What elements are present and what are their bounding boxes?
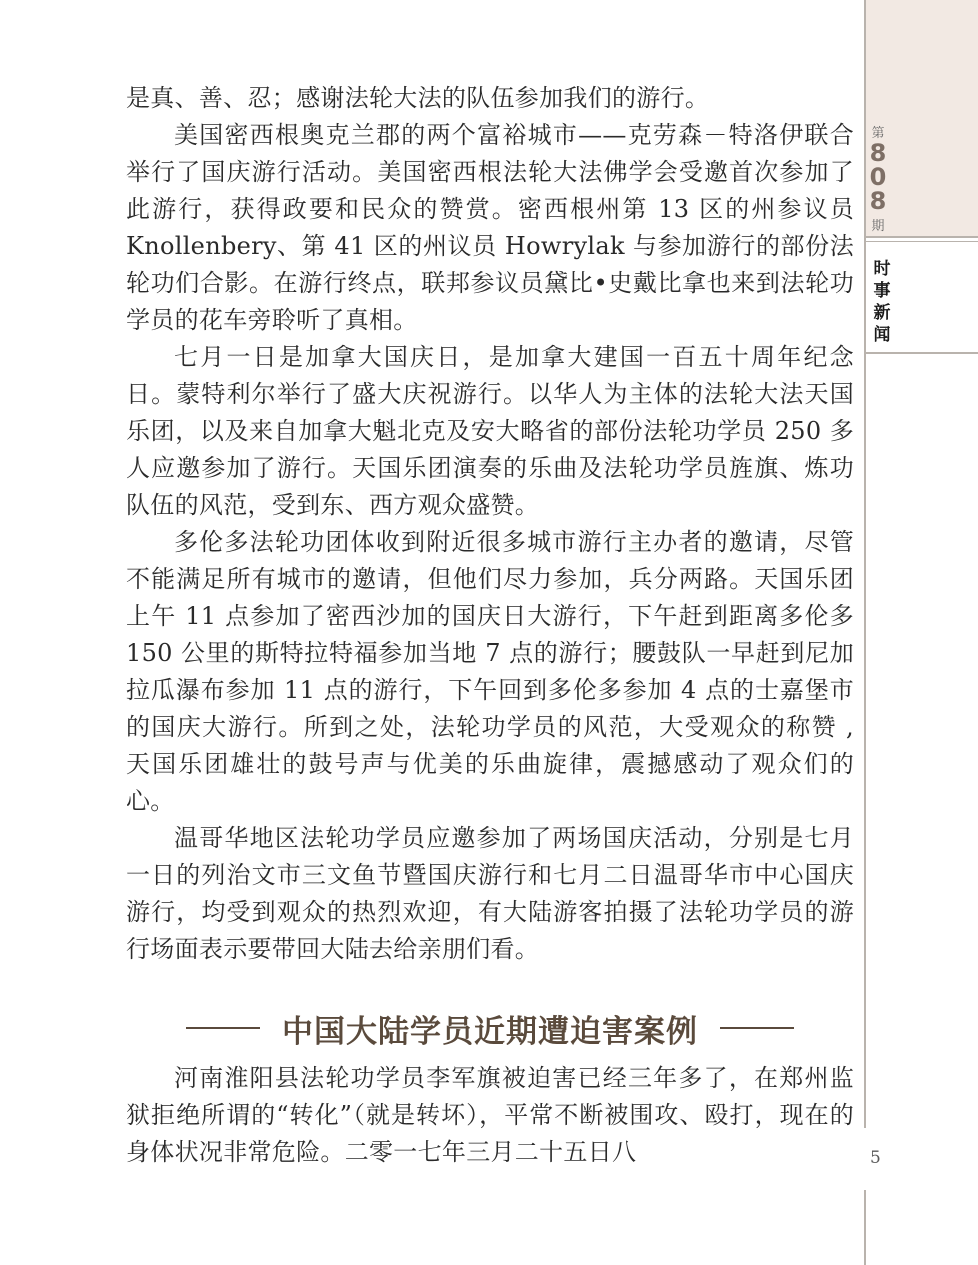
heading-dash-right — [720, 1027, 794, 1029]
section-heading — [126, 1006, 854, 1050]
section-divider-top — [866, 236, 978, 238]
paragraph: 美国密西根奥克兰郡的两个富裕城市——克劳森－特洛伊联合举行了国庆游行活动。美国密西根法轮大法佛学会受邀首次参加了此游行，获得政要和民众的赞赏。密西根州第 13 区的州参议员 Knollenbery、第 41 区的州议员 Howrylak 与参加游行的部份法轮功们合影。在游行终点，联邦参议员黛比•史戴比拿也来到法轮功学员的花车旁聆听了真相。 — [126, 121, 854, 334]
section-char: 新 — [873, 303, 891, 323]
paragraph: 温哥华地区法轮功学员应邀参加了两场国庆活动，分别是七月一日的列治文市三文鱼节暨国庆游行和七月二日温哥华市中心国庆游行，均受到观众的热烈欢迎，有大陆游客拍摄了法轮功学员的游行场面表示要带回大陆去给亲朋们看。 — [126, 824, 854, 963]
section-char: 闻 — [873, 325, 891, 345]
issue-number — [866, 141, 890, 213]
section-char: 事 — [873, 281, 891, 301]
section-divider-bottom — [866, 352, 978, 354]
issue-suffix: 期 — [871, 219, 885, 234]
margin-rule-bottom — [864, 1190, 866, 1265]
article-body — [126, 80, 854, 968]
issue-prefix: 第 — [871, 126, 885, 141]
issue-digit: 8 — [869, 139, 887, 167]
paragraph: 河南淮阳县法轮功学员李军旗被迫害已经三年多了，在郑州监狱拒绝所谓的“转化”（就是转坏），平常不断被围攻、殴打，现在的身体状况非常危险。二零一七年三月二十五日八 — [126, 1064, 854, 1166]
section-divider-thin — [866, 241, 978, 242]
page-number: 5 — [870, 1148, 881, 1168]
issue-digit: 8 — [869, 187, 887, 215]
paragraph: 七月一日是加拿大国庆日，是加拿大建国一百五十周年纪念日。蒙特利尔举行了盛大庆祝游行。以华人为主体的法轮大法天国乐团，以及来自加拿大魁北克及安大略省的部份法轮功学员 250 多人应邀参加了游行。天国乐团演奏的乐曲及法轮功学员旌旗、炼功队伍的风范，受到东、西方观众盛赞。 — [126, 343, 854, 519]
paragraph: 多伦多法轮功团体收到附近很多城市游行主办者的邀请，尽管不能满足所有城市的邀请，但他们尽力参加，兵分两路。天国乐团上午 11 点参加了密西沙加的国庆日大游行，下午赶到距离多伦多 150 公里的斯特拉特福参加当地 7 点的游行；腰鼓队一早赶到尼加拉瓜瀑布参加 11 点的游行，下午回到多伦多参加 4 点的士嘉堡市的国庆大游行。所到之处，法轮功学员的风范，大受观众的称赞 , 天国乐团雄壮的鼓号声与优美的乐曲旋律，震撼感动了观众们的心。 — [126, 528, 854, 815]
section-label — [870, 258, 894, 346]
heading-dash-left — [186, 1027, 260, 1029]
section-char: 时 — [873, 259, 891, 279]
section-body — [126, 1060, 854, 1171]
issue-marker — [866, 122, 890, 234]
paragraph: 是真、善、忍；感谢法轮大法的队伍参加我们的游行。 — [126, 84, 710, 112]
issue-digit: 0 — [869, 163, 887, 191]
section-heading-text: 中国大陆学员近期遭迫害案例 — [282, 1013, 698, 1050]
